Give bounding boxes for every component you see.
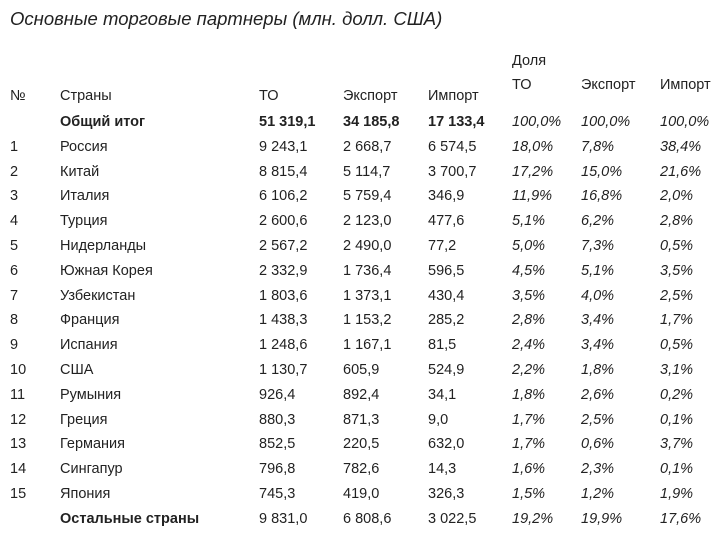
row-import: 285,2 bbox=[428, 312, 465, 329]
total-export: 34 185,8 bbox=[343, 114, 400, 130]
row-import: 430,4 bbox=[428, 287, 465, 304]
row-to: 926,4 bbox=[259, 386, 296, 403]
row-share-import: 3,5% bbox=[660, 262, 694, 279]
col-import-header: Импорт bbox=[428, 88, 479, 104]
table-row bbox=[0, 284, 720, 309]
row-import: 6 574,5 bbox=[428, 138, 477, 155]
row-share-export: 1,2% bbox=[581, 485, 615, 502]
trade-partners-table bbox=[0, 60, 720, 532]
table-row bbox=[0, 457, 720, 482]
row-share-export: 6,2% bbox=[581, 213, 615, 230]
row-import: 3 700,7 bbox=[428, 163, 477, 180]
row-to: 1 803,6 bbox=[259, 287, 308, 304]
table-row bbox=[0, 160, 720, 185]
row-to: 2 600,6 bbox=[259, 213, 308, 230]
row-import: 34,1 bbox=[428, 386, 457, 403]
row-number: 10 bbox=[10, 361, 27, 378]
row-export: 871,3 bbox=[343, 411, 380, 428]
row-to: 1 248,6 bbox=[259, 337, 308, 354]
row-export: 5 114,7 bbox=[343, 163, 391, 180]
rest-number bbox=[0, 507, 60, 532]
row-to: 1 438,3 bbox=[259, 312, 308, 329]
row-share-export: 5,1% bbox=[581, 262, 615, 279]
row-share-import: 0,1% bbox=[660, 411, 694, 428]
row-number: 15 bbox=[10, 485, 27, 502]
row-export: 2 668,7 bbox=[343, 138, 392, 155]
row-share-import: 2,0% bbox=[660, 188, 694, 205]
table-row bbox=[0, 333, 720, 358]
table-row bbox=[0, 408, 720, 433]
total-share-import: 100,0% bbox=[660, 114, 710, 130]
row-country: Франция bbox=[60, 312, 120, 329]
rest-label: Остальные страны bbox=[60, 510, 200, 527]
row-number: 1 bbox=[10, 138, 19, 155]
row-to: 852,5 bbox=[259, 436, 296, 453]
rest-to: 9 831,0 bbox=[259, 510, 308, 527]
row-number: 9 bbox=[10, 337, 19, 354]
row-country: Россия bbox=[60, 138, 108, 155]
row-share-export: 3,4% bbox=[581, 337, 615, 354]
row-share-to: 1,8% bbox=[512, 386, 546, 403]
row-share-export: 1,8% bbox=[581, 361, 615, 378]
share-group-header: Доля bbox=[512, 53, 547, 69]
col-share-to-header: ТО bbox=[512, 77, 532, 93]
row-number: 5 bbox=[10, 237, 19, 254]
row-share-import: 0,2% bbox=[660, 386, 694, 403]
row-share-import: 38,4% bbox=[660, 138, 702, 155]
row-export: 2 490,0 bbox=[343, 237, 392, 254]
rest-row bbox=[0, 507, 720, 532]
row-share-import: 0,5% bbox=[660, 337, 694, 354]
col-share-import-header: Импорт bbox=[660, 77, 711, 93]
row-share-to: 5,0% bbox=[512, 237, 546, 254]
row-share-export: 3,4% bbox=[581, 312, 615, 329]
table-row bbox=[0, 482, 720, 507]
row-share-export: 16,8% bbox=[581, 188, 623, 205]
row-share-import: 0,5% bbox=[660, 237, 694, 254]
row-country: Южная Корея bbox=[60, 262, 153, 279]
row-share-import: 3,7% bbox=[660, 436, 694, 453]
row-share-to: 4,5% bbox=[512, 262, 546, 279]
row-number: 2 bbox=[10, 163, 19, 180]
table-row bbox=[0, 358, 720, 383]
row-share-to: 2,2% bbox=[512, 361, 546, 378]
row-export: 605,9 bbox=[343, 361, 380, 378]
total-label: Общий итог bbox=[60, 114, 146, 130]
row-number: 3 bbox=[10, 188, 19, 205]
row-export: 1 373,1 bbox=[343, 287, 392, 304]
row-share-export: 7,3% bbox=[581, 237, 615, 254]
row-country: Китай bbox=[60, 163, 100, 180]
rest-share-import: 17,6% bbox=[660, 510, 702, 527]
total-share-to: 100,0% bbox=[512, 114, 562, 130]
row-country: Нидерланды bbox=[60, 237, 147, 254]
row-country: Япония bbox=[60, 485, 111, 502]
row-country: Узбекистан bbox=[60, 287, 136, 304]
row-share-to: 1,7% bbox=[512, 436, 546, 453]
row-number: 4 bbox=[10, 213, 19, 230]
row-export: 892,4 bbox=[343, 386, 380, 403]
row-country: Турция bbox=[60, 213, 108, 230]
row-share-to: 1,5% bbox=[512, 485, 546, 502]
col-number-header: № bbox=[10, 88, 26, 104]
row-share-to: 18,0% bbox=[512, 138, 554, 155]
row-import: 632,0 bbox=[428, 436, 465, 453]
row-import: 77,2 bbox=[428, 237, 457, 254]
row-country: Греция bbox=[60, 411, 108, 428]
row-export: 2 123,0 bbox=[343, 213, 392, 230]
row-import: 9,0 bbox=[428, 411, 449, 428]
row-number: 11 bbox=[10, 386, 26, 403]
table-row bbox=[0, 184, 720, 209]
row-export: 1 736,4 bbox=[343, 262, 392, 279]
row-to: 8 815,4 bbox=[259, 163, 308, 180]
table-row bbox=[0, 234, 720, 259]
row-export: 220,5 bbox=[343, 436, 380, 453]
row-to: 880,3 bbox=[259, 411, 296, 428]
row-to: 2 567,2 bbox=[259, 237, 308, 254]
row-share-export: 2,6% bbox=[581, 386, 615, 403]
row-share-to: 5,1% bbox=[512, 213, 546, 230]
row-country: Италия bbox=[60, 188, 110, 205]
row-share-to: 11,9% bbox=[512, 188, 553, 205]
row-to: 796,8 bbox=[259, 461, 296, 478]
row-import: 14,3 bbox=[428, 461, 457, 478]
total-row bbox=[0, 110, 720, 135]
row-share-import: 2,5% bbox=[660, 287, 694, 304]
row-country: Испания bbox=[60, 337, 118, 354]
row-country: Германия bbox=[60, 436, 126, 453]
row-share-to: 1,7% bbox=[512, 411, 546, 428]
row-import: 81,5 bbox=[428, 337, 457, 354]
row-share-import: 2,8% bbox=[660, 213, 694, 230]
page-title: Основные торговые партнеры (млн. долл. США) bbox=[10, 8, 443, 29]
row-share-export: 0,6% bbox=[581, 436, 615, 453]
row-share-export: 4,0% bbox=[581, 287, 615, 304]
row-share-to: 2,8% bbox=[512, 312, 546, 329]
row-import: 524,9 bbox=[428, 361, 465, 378]
total-import: 17 133,4 bbox=[428, 114, 485, 130]
row-share-export: 15,0% bbox=[581, 163, 623, 180]
row-number: 12 bbox=[10, 411, 27, 428]
total-share-export: 100,0% bbox=[581, 114, 631, 130]
row-number: 13 bbox=[10, 436, 27, 453]
row-number: 6 bbox=[10, 262, 19, 279]
row-to: 745,3 bbox=[259, 485, 296, 502]
row-number: 8 bbox=[10, 312, 19, 329]
total-number bbox=[0, 110, 60, 135]
table-row bbox=[0, 259, 720, 284]
table-row bbox=[0, 135, 720, 160]
row-country: США bbox=[60, 361, 94, 378]
row-share-to: 3,5% bbox=[512, 287, 546, 304]
col-to-header: ТО bbox=[259, 88, 279, 104]
row-export: 419,0 bbox=[343, 485, 380, 502]
row-share-to: 17,2% bbox=[512, 163, 554, 180]
row-share-export: 2,3% bbox=[581, 461, 615, 478]
row-country: Румыния bbox=[60, 386, 122, 403]
row-number: 14 bbox=[10, 461, 27, 478]
total-to: 51 319,1 bbox=[259, 114, 316, 130]
row-export: 1 153,2 bbox=[343, 312, 392, 329]
row-import: 477,6 bbox=[428, 213, 465, 230]
table-header bbox=[0, 60, 720, 110]
rest-share-to: 19,2% bbox=[512, 510, 554, 527]
rest-share-export: 19,9% bbox=[581, 510, 623, 527]
row-import: 346,9 bbox=[428, 188, 465, 205]
row-share-import: 1,9% bbox=[660, 485, 694, 502]
col-export-header: Экспорт bbox=[343, 88, 398, 104]
row-share-export: 2,5% bbox=[581, 411, 615, 428]
col-country-header: Страны bbox=[60, 88, 112, 104]
row-to: 2 332,9 bbox=[259, 262, 308, 279]
row-share-import: 0,1% bbox=[660, 461, 694, 478]
row-export: 782,6 bbox=[343, 461, 380, 478]
row-share-export: 7,8% bbox=[581, 138, 615, 155]
table-row bbox=[0, 432, 720, 457]
row-export: 5 759,4 bbox=[343, 188, 392, 205]
row-share-import: 1,7% bbox=[660, 312, 694, 329]
col-share-export-header: Экспорт bbox=[581, 77, 636, 93]
row-share-import: 3,1% bbox=[660, 361, 694, 378]
row-share-to: 2,4% bbox=[512, 337, 546, 354]
row-to: 6 106,2 bbox=[259, 188, 308, 205]
table-row bbox=[0, 308, 720, 333]
row-share-import: 21,6% bbox=[660, 163, 702, 180]
table-row bbox=[0, 383, 720, 408]
row-to: 1 130,7 bbox=[259, 361, 308, 378]
row-import: 326,3 bbox=[428, 485, 465, 502]
row-export: 1 167,1 bbox=[343, 337, 392, 354]
rest-import: 3 022,5 bbox=[428, 510, 477, 527]
row-number: 7 bbox=[10, 287, 19, 304]
rest-export: 6 808,6 bbox=[343, 510, 392, 527]
row-import: 596,5 bbox=[428, 262, 465, 279]
row-country: Сингапур bbox=[60, 461, 123, 478]
row-to: 9 243,1 bbox=[259, 138, 308, 155]
row-share-to: 1,6% bbox=[512, 461, 546, 478]
table-row bbox=[0, 209, 720, 234]
